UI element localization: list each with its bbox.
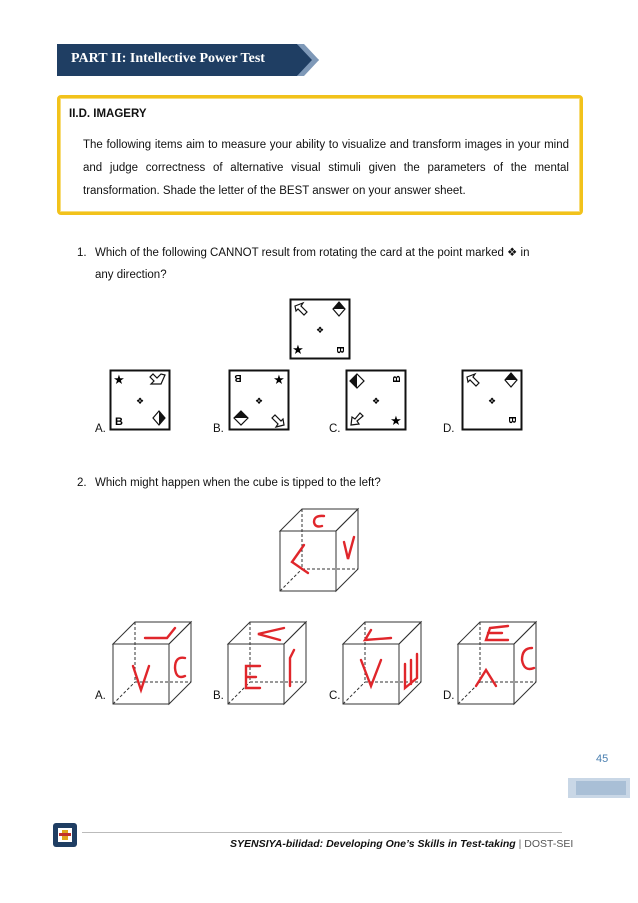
section-title: II.D. IMAGERY	[69, 108, 147, 120]
svg-text:★: ★	[113, 372, 125, 387]
dost-logo	[52, 822, 78, 848]
question-1-number: 1.	[77, 247, 87, 259]
q1-option-c-label[interactable]: C.	[329, 423, 341, 435]
q1-option-a-card[interactable]	[109, 369, 171, 431]
question-1-line2: any direction?	[95, 269, 167, 281]
page-number: 45	[596, 753, 609, 765]
q1-option-a-label[interactable]: A.	[95, 423, 106, 435]
q2-option-c-cube[interactable]	[341, 620, 423, 706]
svg-text:★: ★	[273, 372, 285, 387]
q1-option-d-card[interactable]	[461, 369, 523, 431]
question-2-line1: Which might happen when the cube is tipped to the left?	[95, 477, 381, 489]
svg-text:B: B	[115, 416, 123, 428]
q2-option-a-cube[interactable]	[111, 620, 193, 706]
q1-option-b-label[interactable]: B.	[213, 423, 224, 435]
q1-option-d-label[interactable]: D.	[443, 423, 455, 435]
svg-text:❖: ❖	[135, 396, 145, 406]
footer-separator: |	[518, 838, 522, 850]
q2-option-d-cube[interactable]	[456, 620, 538, 706]
question-2-number: 2.	[77, 477, 87, 489]
svg-text:B: B	[506, 416, 517, 424]
footer-org: DOST-SEI	[524, 838, 574, 850]
reference-cube	[278, 507, 360, 593]
question-1-line1: Which of the following CANNOT result from rotating the card at the point marked ❖ in	[95, 247, 530, 259]
card-letter: B	[334, 346, 345, 354]
section-instructions: The following items aim to measure your ability to visualize and transform images in your mind and judge correctness of alternative visual stimuli given the parameters of the mental transformation. Shade the letter of the BEST answer on your answer sheet.	[83, 139, 569, 197]
q1-option-b-card[interactable]	[228, 369, 290, 431]
footer-divider	[82, 832, 562, 833]
part-banner	[57, 44, 319, 76]
page-tab	[568, 778, 630, 798]
svg-text:❖: ❖	[254, 396, 264, 406]
q2-option-b-cube[interactable]	[226, 620, 308, 706]
banner-title: PART II: Intellective Power Test	[71, 51, 265, 66]
svg-text:❖: ❖	[487, 396, 497, 406]
q2-option-b-label[interactable]: B.	[213, 690, 224, 702]
q2-option-c-label[interactable]: C.	[329, 690, 341, 702]
rotation-point-icon: ❖	[315, 325, 325, 335]
reference-card	[289, 298, 351, 360]
svg-text:❖: ❖	[371, 396, 381, 406]
instruction-box	[57, 95, 583, 215]
star-icon: ★	[292, 342, 304, 357]
footer	[230, 838, 573, 850]
svg-text:B: B	[234, 372, 242, 383]
q1-option-c-card[interactable]	[345, 369, 407, 431]
svg-text:B: B	[392, 375, 403, 383]
footer-title: SYENSIYA-bilidad: Developing One’s Skills in Test-taking	[230, 838, 516, 850]
svg-text:★: ★	[390, 413, 402, 428]
q2-option-a-label[interactable]: A.	[95, 690, 106, 702]
q2-option-d-label[interactable]: D.	[443, 690, 455, 702]
